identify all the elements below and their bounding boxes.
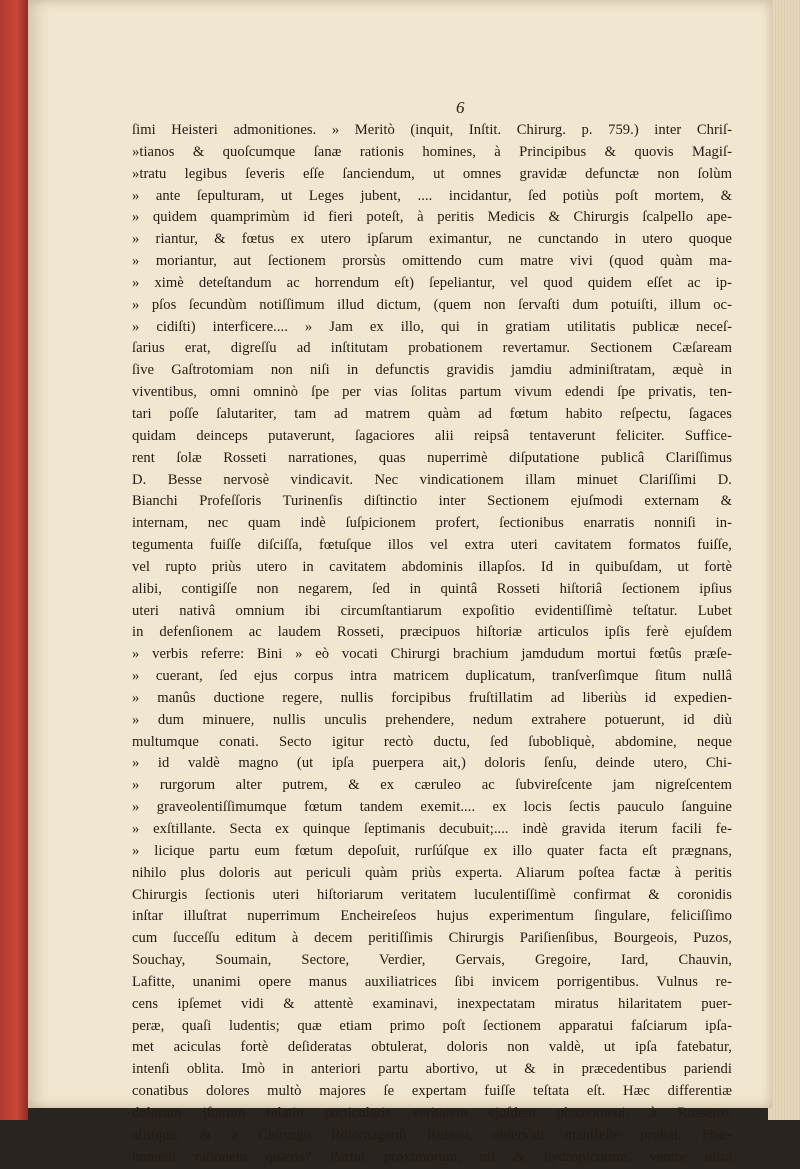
text-line: ſarius erat, digreſſu ad inſtitutam probationem revertamur. Sectionem Cæſaream xyxy=(132,340,732,357)
text-line: » ante ſepulturam, ut Leges jubent, .... incidantur, ſed potiùs poſt mortem, & xyxy=(132,187,732,204)
text-line: » cidiſti) interficere.... » Jam ex illo, qui in gratiam utilitatis publicæ neceſ- xyxy=(132,318,732,335)
text-line: » rurgorum alter putrem, & ex cæruleo ac ſubvireſcente jam nigreſcentem xyxy=(132,777,732,794)
text-line: » verbis referre: Bini » eò vocati Chirurgi brachium jamdudum mortui fœtûs præſe- xyxy=(132,646,732,663)
text-line: D. Besse nervosè vindicavit. Nec vindicationem illam minuet Clariſſimi D. xyxy=(132,471,732,488)
text-line: Souchay, Soumain, Sectore, Verdier, Gervais, Gregoire, Iard, Chauvin, xyxy=(132,952,732,969)
text-line: » pſos ſecundùm notiſſimum illud dictum, (quem non ſervaſti dum potuiſti, illum oc- xyxy=(132,296,732,313)
body-text xyxy=(132,120,732,1169)
text-line: aliiſque, & à Chirurgo Rotomagenſi Ruleau, obſervati manifeſtè probat. Phæ- xyxy=(132,1126,732,1143)
text-line: » licique partu eum fœtum depoſuit, rurſúſque ex illo quater facta eſt prægnans, xyxy=(132,842,732,859)
text-line: uteri nativâ omnium ibi circumſtantiarum expoſitio evidentiſſimè teſtatur. Lubet xyxy=(132,602,732,619)
text-line: viventibus, omni omninò ſpe per vias ſolitas partum vivum edendi ſpe privatis, ten- xyxy=(132,384,732,401)
text-line: met aciculas fortè deſideratas obtulerat, doloris non valdè, ut ipſa fatebatur, xyxy=(132,1039,732,1056)
text-line: » graveolentiſſimumque fœtum tandem exemit.... ex locis ſectis pauculo ſanguine xyxy=(132,799,732,816)
text-line: » quidem quamprimùm id fieri poteſt, à peritis Medicis & Chirurgis ſcalpello ape- xyxy=(132,209,732,226)
page-edges xyxy=(768,0,800,1120)
text-line: multumque conati. Secto igitur rectò ductu, ſed ſubobliquè, abdomine, neque xyxy=(132,733,732,750)
text-line: » moriantur, aut ſectionem prorsùs omittendo cum matre vivi (quod quàm ma- xyxy=(132,253,732,270)
text-line: » ximè deteſtandum ac horrendum eſt) ſepeliantur, vel quod quidem eſſet ac ip- xyxy=(132,274,732,291)
text-line: cens ipſemet vidi & attentè examinavi, inexpectatam miratus hilaritatem puer- xyxy=(132,995,732,1012)
text-line: » cuerant, ſed ejus corpus intra matricem duplicatum, tranſverſimque ſitum nullâ xyxy=(132,668,732,685)
text-line: nihilo plus doloris aut periculi quàm priùs experta. Aliarum poſtea factæ à peritis xyxy=(132,864,732,881)
text-line: alibi, contigiſſe non negarem, ſed in quintâ Rosseti hiſtoriâ ſectionem ipſius xyxy=(132,580,732,597)
text-line: » id valdè magno (ut ipſa puerpera ait,) doloris ſenſu, deinde utero, Chi- xyxy=(132,755,732,772)
text-line: »tianos & quoſcumque ſanæ rationis homines, à Principibus & quovis Magiſ- xyxy=(132,143,732,160)
text-line: Chirurgis ſectionis uteri hiſtoriarum veritatem luculentiſſimè confirmat & coronidis xyxy=(132,886,732,903)
text-line: ſive Gaſtrotomiam non niſi in defunctis gravidis jamdiu adminiſtratam, æquè in xyxy=(132,362,732,379)
text-line: conatibus dolores multò majores ſe expertam fuiſſe teſtata eſt. Hæc differentiæ xyxy=(132,1083,732,1100)
text-line: in defenſionem ac laudem Rosseti, præcipuos hiſtoriæ articulos ipſis ferè ejuſdem xyxy=(132,624,732,641)
text-line: Bianchi Profeſſoris Turinenſis diſtinctio inter Sectionem ejuſmodi externam & xyxy=(132,493,732,510)
text-line: Lafitte, unanimi opere manus auxiliatrices ſibi invicem porrigentibus. Vulnus re- xyxy=(132,973,732,990)
text-line: inſtar illuſtrat nuperrimum Encheireſeos hujus experimentum ſingulare, feliciſſimo xyxy=(132,908,732,925)
text-line: vel rupto priùs utero in cavitatem abdominis illapſos. Id in quibuſdam, ut fortè xyxy=(132,558,732,575)
text-line: » manûs ductione regere, nullis forcipibus fruſtillatim ad liberiùs id expedien- xyxy=(132,689,732,706)
text-line: internam, nec quam indè ſuſpicionem profert, ſectionibus enarratis nonniſi in- xyxy=(132,515,732,532)
text-line: » exſtillante. Secta ex quinque ſeptimanis decubuit;.... indè gravida iterum facili fe- xyxy=(132,821,732,837)
page-number: 6 xyxy=(456,98,465,117)
text-line: dolorum iſtarum relatio particularis veritatem ejuſdem phænomeni, à Rossetto, xyxy=(132,1104,732,1121)
text-line: rent ſolæ Rosseti narrationes, quas nuperrimè diſputatione publicâ Clariſſimus xyxy=(132,449,732,466)
text-line: tari poſſe ſalutariter, tam ad matrem quàm ad fœtum habito reſpectu, ſagaces xyxy=(132,405,732,422)
text-line: » riantur, & fœtus ex utero ipſarum eximantur, ne cunctando in utero quoque xyxy=(132,231,732,248)
text-line: nomeni rationem quæris? Partui proximorum, uti & hydropicorum, ventre ultrà xyxy=(132,1148,732,1165)
book-binding xyxy=(0,0,28,1120)
text-line: peræ, quaſi ludentis; quæ etiam primo poſt ſectionem apparatui faſciarum ipſa- xyxy=(132,1017,732,1034)
text-line: » dum minuere, nullis unculis prehendere, nedum extrahere potuerunt, id diù xyxy=(132,711,732,728)
text-line: »tratu legibus ſeveris eſſe ſanciendum, ut omnes gravidæ defunctæ non ſolùm xyxy=(132,165,732,182)
text-line: cum ſucceſſu editum à decem peritiſſimis Chirurgis Pariſienſibus, Bourgeois, Puzos, xyxy=(132,930,732,947)
text-line: ſimi Heisteri admonitiones. » Meritò (inquit, Inſtit. Chirurg. p. 759.) inter Chriſ- xyxy=(132,122,732,138)
text-line: quidam deinceps putaverunt, ſagaciores alii reipsâ tentaverunt feliciter. Suffice- xyxy=(132,427,732,444)
text-line: intenſi oblita. Imò in anteriori partu abortivo, ut & in præcedentibus pariendi xyxy=(132,1061,732,1078)
text-line: tegumenta fuiſſe diſciſſa, fœtuſque illos vel extra uteri cavitatem formatos fuiſſe, xyxy=(132,537,732,554)
